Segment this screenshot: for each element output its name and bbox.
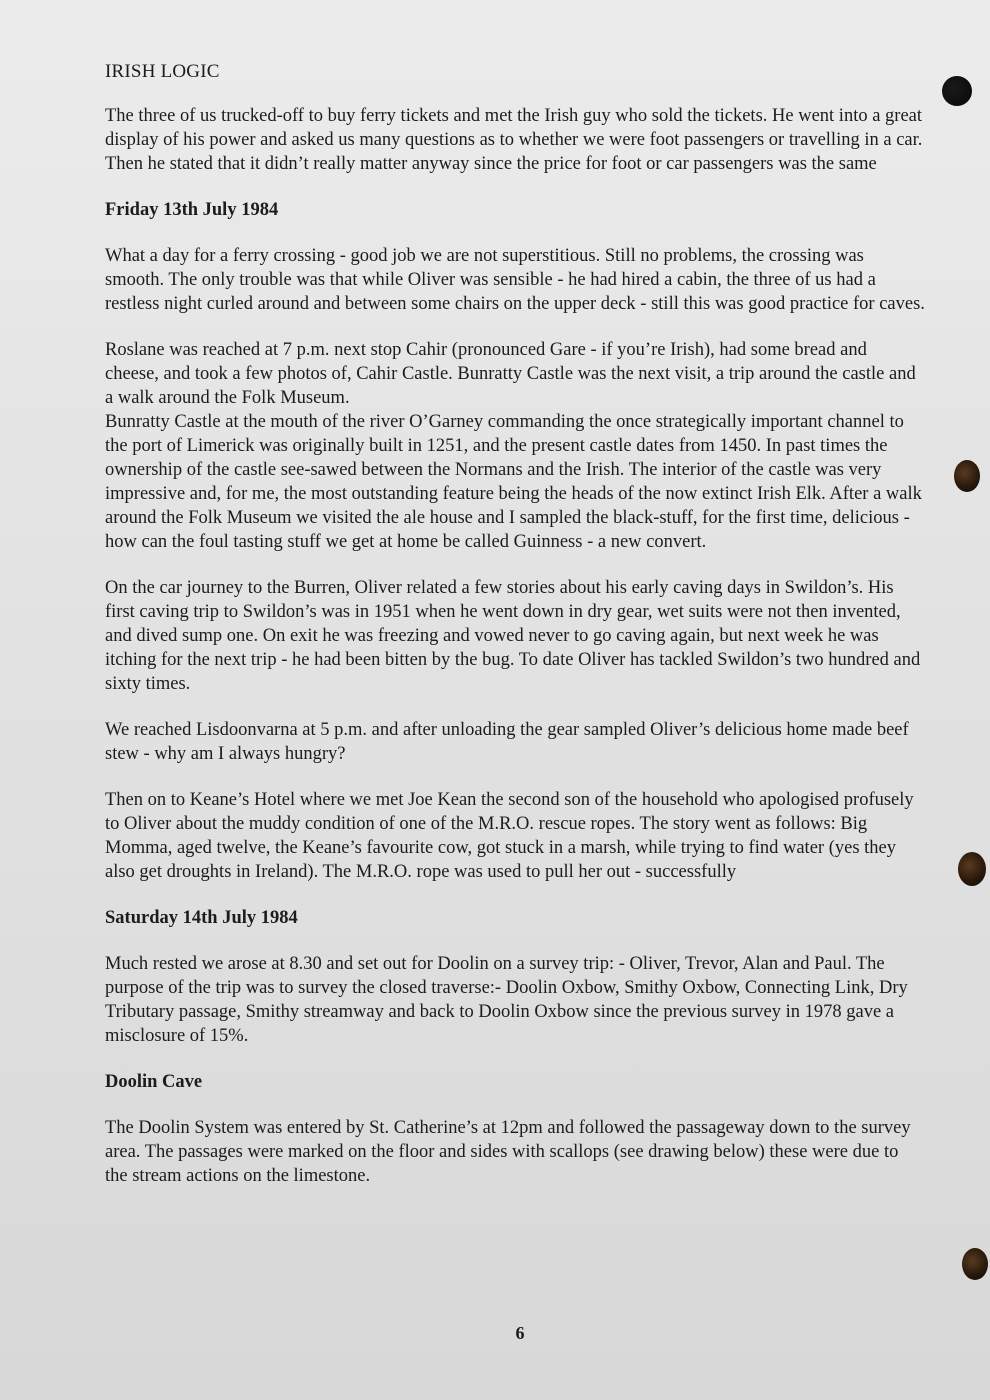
friday-paragraph-5: We reached Lisdoonvarna at 5 p.m. and after unloading the gear sampled Oliver’s delicious home made beef stew - why am I always hungry? [105, 720, 909, 764]
friday-paragraph-2: Roslane was reached at 7 p.m. next stop Cahir (pronounced Gare - if you’re Irish), had some bread and cheese, and took a few photos of, Cahir Castle. Bunratty Castle was the next visit, a trip around the castle and a walk around the Folk Museum. [105, 340, 916, 408]
friday-heading: Friday 13th July 1984 [105, 200, 279, 220]
friday-paragraph-3: Bunratty Castle at the mouth of the river O’Garney commanding the once strategically important channel to the port of Limerick was originally built in 1251, and the present castle dates from 1450. In past times the ownership of the castle see-sawed between the Normans and the Irish. The interior of the castle was very impressive and, for me, the most outstanding feature being the heads of the now extinct Irish Elk. After a walk around the Folk Museum we visited the ale house and I sampled the black-stuff, for the first time, delicious - how can the foul tasting stuff we get at home be called Guinness - a new convert. [105, 412, 922, 552]
doolin-heading: Doolin Cave [105, 1072, 203, 1092]
punch-hole [958, 852, 986, 886]
punch-hole [954, 460, 980, 492]
document-body [105, 60, 925, 1188]
document-title: IRISH LOGIC [105, 61, 220, 82]
punch-hole [962, 1248, 988, 1280]
page-number: 6 [515, 1323, 525, 1343]
friday-paragraph-1: What a day for a ferry crossing - good job we are not superstitious. Still no problems, the crossing was smooth. The only trouble was that while Oliver was sensible - he had hired a cabin, the three of us had a restless night curled around and between some chairs on the upper deck - still this was good practice for caves. [105, 246, 925, 314]
friday-paragraph-6: Then on to Keane’s Hotel where we met Joe Kean the second son of the household who apologised profusely to Oliver about the muddy condition of one of the M.R.O. rescue ropes. The story went as follows: Big Momma, aged twelve, the Keane’s favourite cow, got stuck in a marsh, while trying to find water (yes they also get droughts in Ireland). The M.R.O. rope was used to pull her out - successfully [105, 790, 914, 882]
intro-paragraph: The three of us trucked-off to buy ferry tickets and met the Irish guy who sold the tickets. He went into a great display of his power and asked us many questions as to whether we were foot passengers or travelling in a car. Then he stated that it didn’t really matter anyway since the price for foot or car passengers was the same [105, 106, 923, 174]
doolin-paragraph-1: The Doolin System was entered by St. Catherine’s at 12pm and followed the passageway down to the survey area. The passages were marked on the floor and sides with scallops (see drawing below) these were due to the stream actions on the limestone. [105, 1118, 911, 1186]
saturday-heading: Saturday 14th July 1984 [105, 908, 298, 928]
saturday-paragraph-1: Much rested we arose at 8.30 and set out for Doolin on a survey trip: - Oliver, Trevor, Alan and Paul. The purpose of the trip was to survey the closed traverse:- Doolin Oxbow, Smithy Oxbow, Connecting Link, Dry Tributary passage, Smithy streamway and back to Doolin Oxbow since the previous survey in 1978 gave a misclosure of 15%. [105, 954, 908, 1046]
friday-paragraph-4: On the car journey to the Burren, Oliver related a few stories about his early caving days in Swildon’s. His first caving trip to Swildon’s was in 1951 when he went down in dry gear, wet suits were not then invented, and dived sump one. On exit he was freezing and vowed never to go caving again, but next week he was itching for the next trip - he had been bitten by the bug. To date Oliver has tackled Swildon’s two hundred and sixty times. [105, 578, 921, 694]
punch-hole [942, 76, 972, 106]
